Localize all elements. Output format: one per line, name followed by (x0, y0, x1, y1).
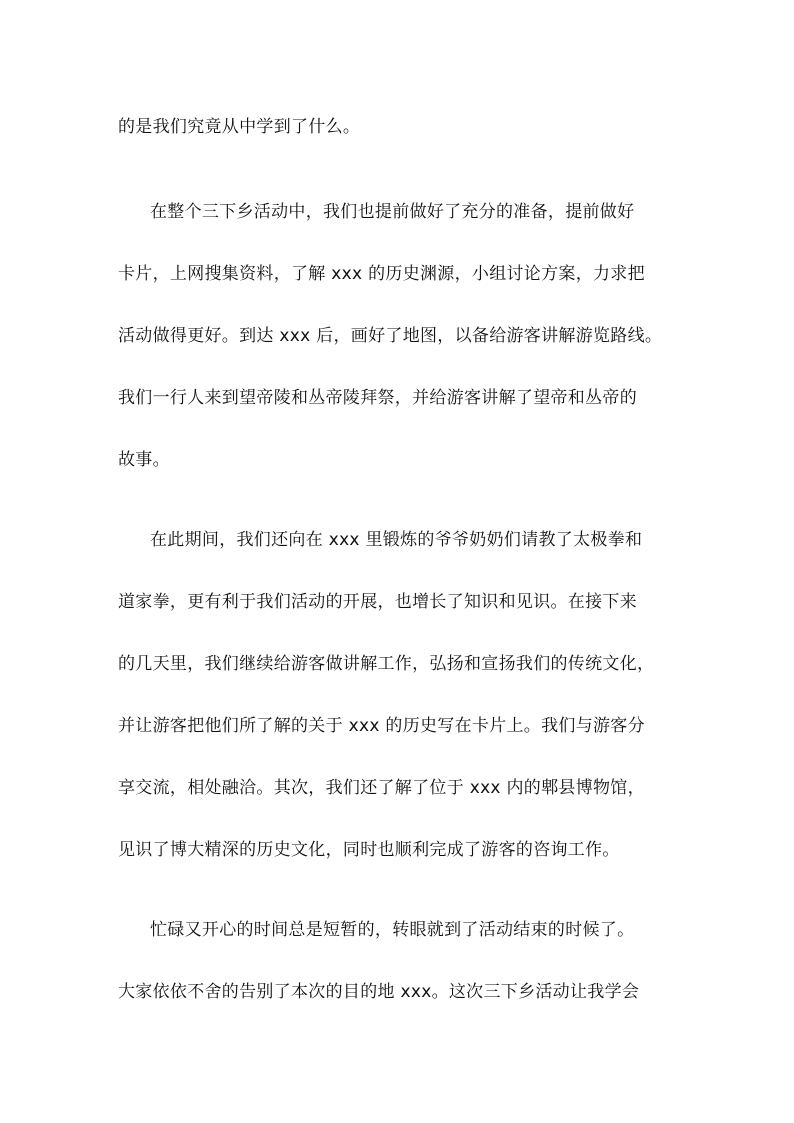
paragraph-first-line: 在此期间，我们还向在 xxx 里锻炼的爷爷奶奶们请教了太极拳和 (150, 530, 643, 550)
text-line: 道家拳，更有利于我们活动的开展，也增长了知识和见识。在接下来 (118, 592, 637, 612)
text-line: 故事。 (118, 450, 170, 470)
text-line: 卡片，上网搜集资料，了解 xxx 的历史渊源，小组讨论方案，力求把 (118, 264, 645, 284)
text-line: 我们一行人来到望帝陵和丛帝陵拜祭，并给游客讲解了望帝和丛帝的 (118, 388, 637, 408)
paragraph-first-line: 在整个三下乡活动中，我们也提前做好了充分的准备，提前做好 (150, 202, 635, 222)
paragraph-first-line: 忙碌又开心的时间总是短暂的，转眼就到了活动结束的时候了。 (150, 920, 635, 940)
text-line: 并让游客把他们所了解的关于 xxx 的历史写在卡片上。我们与游客分 (118, 716, 645, 736)
text-line: 见识了博大精深的历史文化，同时也顺利完成了游客的咨询工作。 (118, 840, 620, 860)
text-line: 大家依依不舍的告别了本次的目的地 xxx。这次三下乡活动让我学会 (118, 982, 640, 1002)
text-line: 享交流，相处融洽。其次，我们还了解了位于 xxx 内的郫县博物馆， (118, 778, 645, 798)
text-line: 的几天里，我们继续给游客做讲解工作，弘扬和宣扬我们的传统文化， (118, 654, 655, 674)
text-line: 的是我们究竟从中学到了什么。 (118, 117, 361, 137)
text-line: 活动做得更好。到达 xxx 后，画好了地图，以备给游客讲解游览路线。 (118, 326, 663, 346)
